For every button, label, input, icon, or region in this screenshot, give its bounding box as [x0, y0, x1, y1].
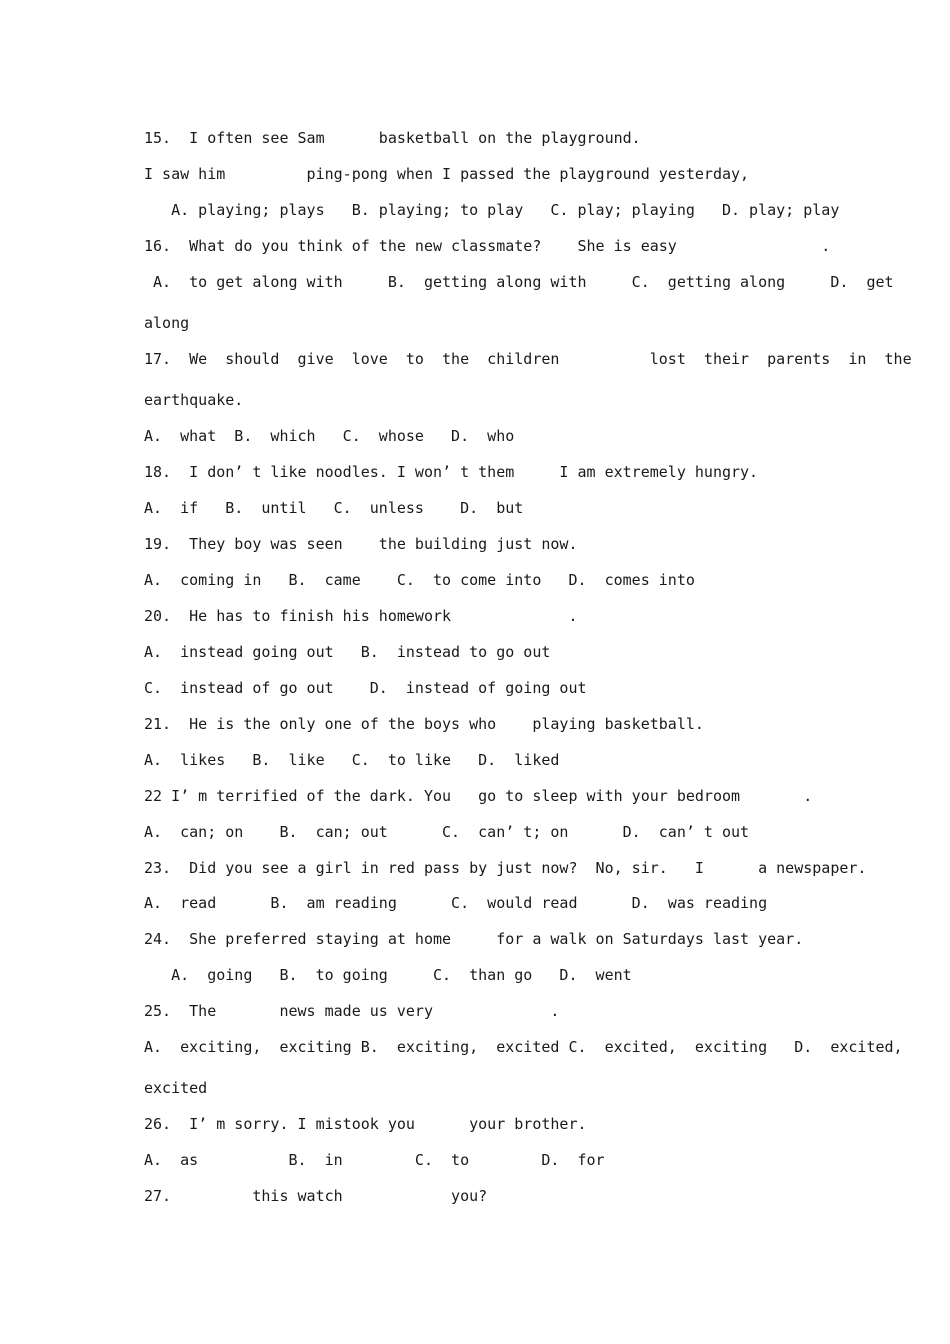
- question-18: 18. I don’ t like noodles. I won’ t them I am extremely hungry.: [144, 463, 759, 481]
- question-15: 15. I often see Sam basketball on the playground.: [144, 129, 641, 147]
- question-17-options: A. what B. which C. whose D. who: [144, 427, 515, 445]
- question-17-cont: earthquake.: [144, 391, 244, 409]
- question-26-options: A. as B. in C. to D. for: [144, 1151, 605, 1169]
- question-26: 26. I’ m sorry. I mistook you your brother.: [144, 1115, 587, 1133]
- question-16-options: A. to get along with B. getting along with C. getting along D. get: [144, 273, 894, 291]
- question-21: 21. He is the only one of the boys who playing basketball.: [144, 715, 704, 733]
- question-25-options: A. exciting, exciting B. exciting, excited C. excited, exciting D. excited,: [144, 1038, 903, 1056]
- question-15-options: A. playing; plays B. playing; to play C. play; playing D. play; play: [144, 201, 840, 219]
- question-25-options-cont: excited: [144, 1079, 208, 1097]
- question-15-second-sentence: I saw him ping-pong when I passed the playground yesterday,: [144, 165, 750, 183]
- question-23: 23. Did you see a girl in red pass by just now? No, sir. I a newspaper.: [144, 859, 867, 877]
- question-17: 17. We should give love to the children lost their parents in the: [144, 350, 912, 368]
- question-20-options-cd: C. instead of go out D. instead of going out: [144, 679, 587, 697]
- question-16: 16. What do you think of the new classmate? She is easy .: [144, 237, 831, 255]
- question-22-options: A. can; on B. can; out C. can’ t; on D. can’ t out: [144, 823, 750, 841]
- question-19-options: A. coming in B. came C. to come into D. comes into: [144, 571, 695, 589]
- question-27: 27. this watch you?: [144, 1187, 488, 1205]
- question-16-options-cont: along: [144, 314, 190, 332]
- question-24: 24. She preferred staying at home for a walk on Saturdays last year.: [144, 930, 804, 948]
- question-25: 25. The news made us very .: [144, 1002, 560, 1020]
- question-22: 22 I’ m terrified of the dark. You go to sleep with your bedroom .: [144, 787, 813, 805]
- question-18-options: A. if B. until C. unless D. but: [144, 499, 524, 517]
- question-23-options: A. read B. am reading C. would read D. was reading: [144, 894, 768, 912]
- question-19: 19. They boy was seen the building just now.: [144, 535, 578, 553]
- question-20: 20. He has to finish his homework .: [144, 607, 578, 625]
- question-21-options: A. likes B. like C. to like D. liked: [144, 751, 560, 769]
- question-24-options: A. going B. to going C. than go D. went: [144, 966, 632, 984]
- question-20-options-ab: A. instead going out B. instead to go out: [144, 643, 551, 661]
